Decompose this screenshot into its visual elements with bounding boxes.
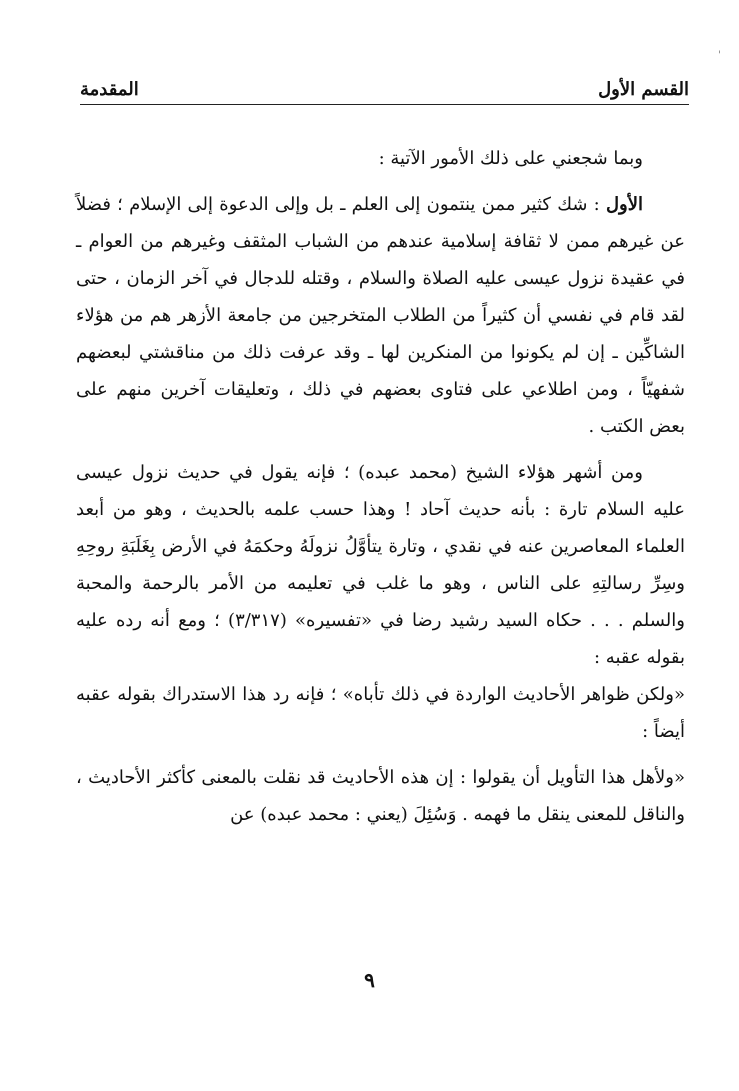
paragraph-first-point-text: : شك كثير ممن ينتمون إلى العلم ـ بل وإلى الدعوة إلى الإسلام ؛ فضلاً عن غيرهم ممن لا ثقافة إسلامية عندهم من الشباب المثقف وغيرهم من العوام ـ في عقيدة نزول عيسى عليه الصلاة والسلام ، وقتله للدجال في آخر الزمان ، حتى لقد قام في نفسي أن كثيراً من الطلاب المتخرجين من جامعة الأزهر هم من هؤلاء الشاكِّين ـ إن لم يكونوا من المنكرين لها ـ وقد عرفت ذلك من مناقشتي لبعضهم شفهيّاً ، ومن اطلاعي على فتاوى بعضهم في ذلك ، وتعليقات آخرين منهم على بعض الكتب . bbox=[76, 194, 685, 437]
header-chapter-title: المقدمة bbox=[80, 79, 139, 100]
page-number: ٩ bbox=[364, 968, 375, 992]
paragraph-quote-2: «ولأهل هذا التأويل أن يقولوا : إن هذه الأحاديث قد نقلت بالمعنى كأكثر الأحاديث ، والناقل للمعنى ينقل ما فهمه . وَسُئِلَ (يعني : محمد عبده) عن bbox=[76, 767, 685, 825]
paragraph-intro: وبما شجعني على ذلك الأمور الآتية : bbox=[378, 148, 643, 169]
running-header bbox=[80, 66, 689, 105]
paragraph-muhammad-abduh: ومن أشهر هؤلاء الشيخ (محمد عبده) ؛ فإنه يقول في حديث نزول عيسى عليه السلام تارة : بأنه حديث آحاد ! وهذا حسب علمه بالحديث ، وهو من أبعد العلماء المعاصرين عنه في نقدي ، وتارة يتأوَّلُ نزولَهُ وحكمَهُ في الأرض بِغَلَبَةِ روحِهِ وسِرِّ رسالتِهِ على الناس ، وهو ما غلب في تعليمه من الأمر بالرحمة والمحبة والسلم . . . حكاه السيد رشيد رضا في «تفسيره» (٣/٣١٧) ؛ ومع أنه رده عليه بقوله عقبه : bbox=[76, 462, 685, 668]
corner-mark: ' bbox=[718, 50, 721, 61]
paragraph-lead-word: الأول bbox=[605, 194, 643, 215]
header-section-title: القسم الأول bbox=[598, 79, 689, 100]
paragraph-quote-1: «ولكن ظواهر الأحاديث الواردة في ذلك تأباه» ؛ فإنه رد هذا الاستدراك بقوله عقبه أيضاً : bbox=[76, 684, 685, 742]
page-body bbox=[76, 140, 685, 842]
paragraph-first-point bbox=[76, 186, 685, 445]
